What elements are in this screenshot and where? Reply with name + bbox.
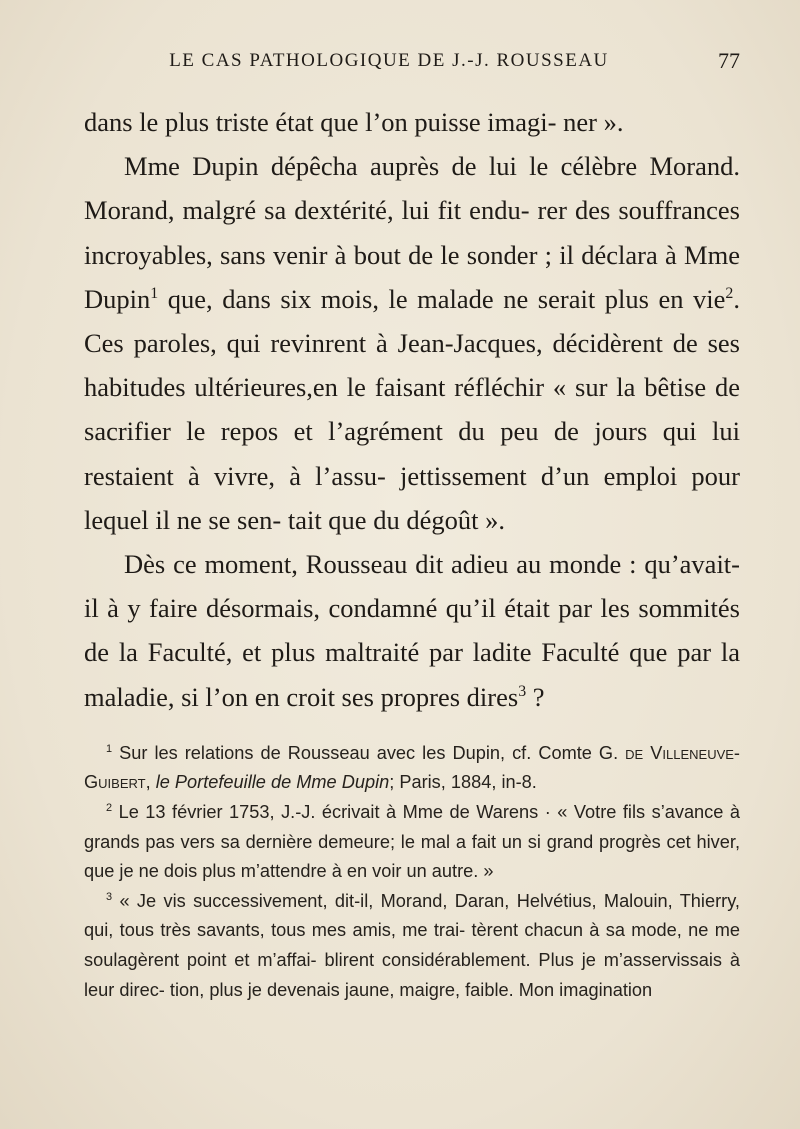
- paragraph-2-part-a: Mme Dupin dépêcha auprès de lui le célèbre Morand. Morand, malgré sa dextérité, lui fit endu- rer des souffrances incroyables, sans venir à bout de le sonder ; il déclara à Mme Dupin: [84, 151, 740, 314]
- footnote-2: [84, 798, 740, 887]
- paragraph-3-part-b: ?: [526, 681, 545, 712]
- paragraph-2-part-b: que, dans six mois, le malade ne serait plus en vie: [158, 283, 726, 314]
- footnote-1-book-title: le Portefeuille de Mme Dupin: [155, 772, 390, 793]
- running-header: [84, 46, 740, 76]
- footnote-1: [84, 739, 740, 798]
- main-text: [84, 100, 740, 719]
- footnote-1-sep: ,: [145, 772, 156, 793]
- footnote-1-mark: 1: [106, 742, 113, 755]
- footnote-1-text-b: ; Paris, 1884, in-8.: [389, 772, 537, 793]
- footnote-3-text: « Je vis successivement, dit-il, Morand, Daran, Helvétius, Malouin, Thierry, qui, tous très savants, tous mes amis, me trai- tèrent chacun à sa mode, ne me soulagèrent point et m’affai- blirent considérablement. Plus je m’asservissais à leur direc- tion, plus je devenais jaune, maigre, faible. Mon imagination: [84, 890, 740, 1000]
- footnote-3: [84, 887, 740, 1005]
- footnote-1-author: de Villeneuve-Guibert: [84, 742, 740, 793]
- paragraph-3-part-a: Dès ce moment, Rousseau dit adieu au monde : qu’avait-il à y faire désormais, condamné qu’il était par les sommités de la Faculté, et plus maltraité par ladite Faculté que par la maladie, si l’on en croit ses propres dires: [84, 549, 740, 712]
- footnotes: [84, 739, 740, 1005]
- footnote-1-text-a: Sur les relations de Rousseau avec les Dupin, cf. Comte G.: [112, 742, 626, 763]
- running-title: LE CAS PATHOLOGIQUE DE J.-J. ROUSSEAU: [169, 50, 609, 71]
- footnote-ref-1: 1: [150, 284, 159, 302]
- footnote-ref-3: 3: [518, 682, 527, 700]
- paragraph-2: [84, 144, 740, 542]
- footnote-2-mark: 2: [106, 801, 113, 814]
- footnote-3-mark: 3: [106, 890, 113, 903]
- paragraph-3: [84, 542, 740, 719]
- footnote-ref-2: 2: [725, 284, 734, 302]
- footnote-2-text: Le 13 février 1753, J.-J. écrivait à Mme de Warens · « Votre fils s’avance à grands pas vers sa dernière demeure; le mal a fait un si grand progrès cet hiver, que je ne dois plus m’attendre à en voir un autre. »: [84, 802, 740, 882]
- page-number: 77: [718, 48, 740, 73]
- paragraph-2-part-c: . Ces paroles, qui revinrent à Jean-Jacques, décidèrent de ses habitudes ultérieures,en le faisant réfléchir « sur la bêtise de sacrifier le repos et l’agrément du peu de jours qui lui restaient à vivre, à l’assu- jettissement d’un emploi pour lequel il ne se sen- tait que du dégoût ».: [84, 283, 740, 535]
- paragraph-1: dans le plus triste état que l’on puisse imagi- ner ».: [84, 107, 624, 137]
